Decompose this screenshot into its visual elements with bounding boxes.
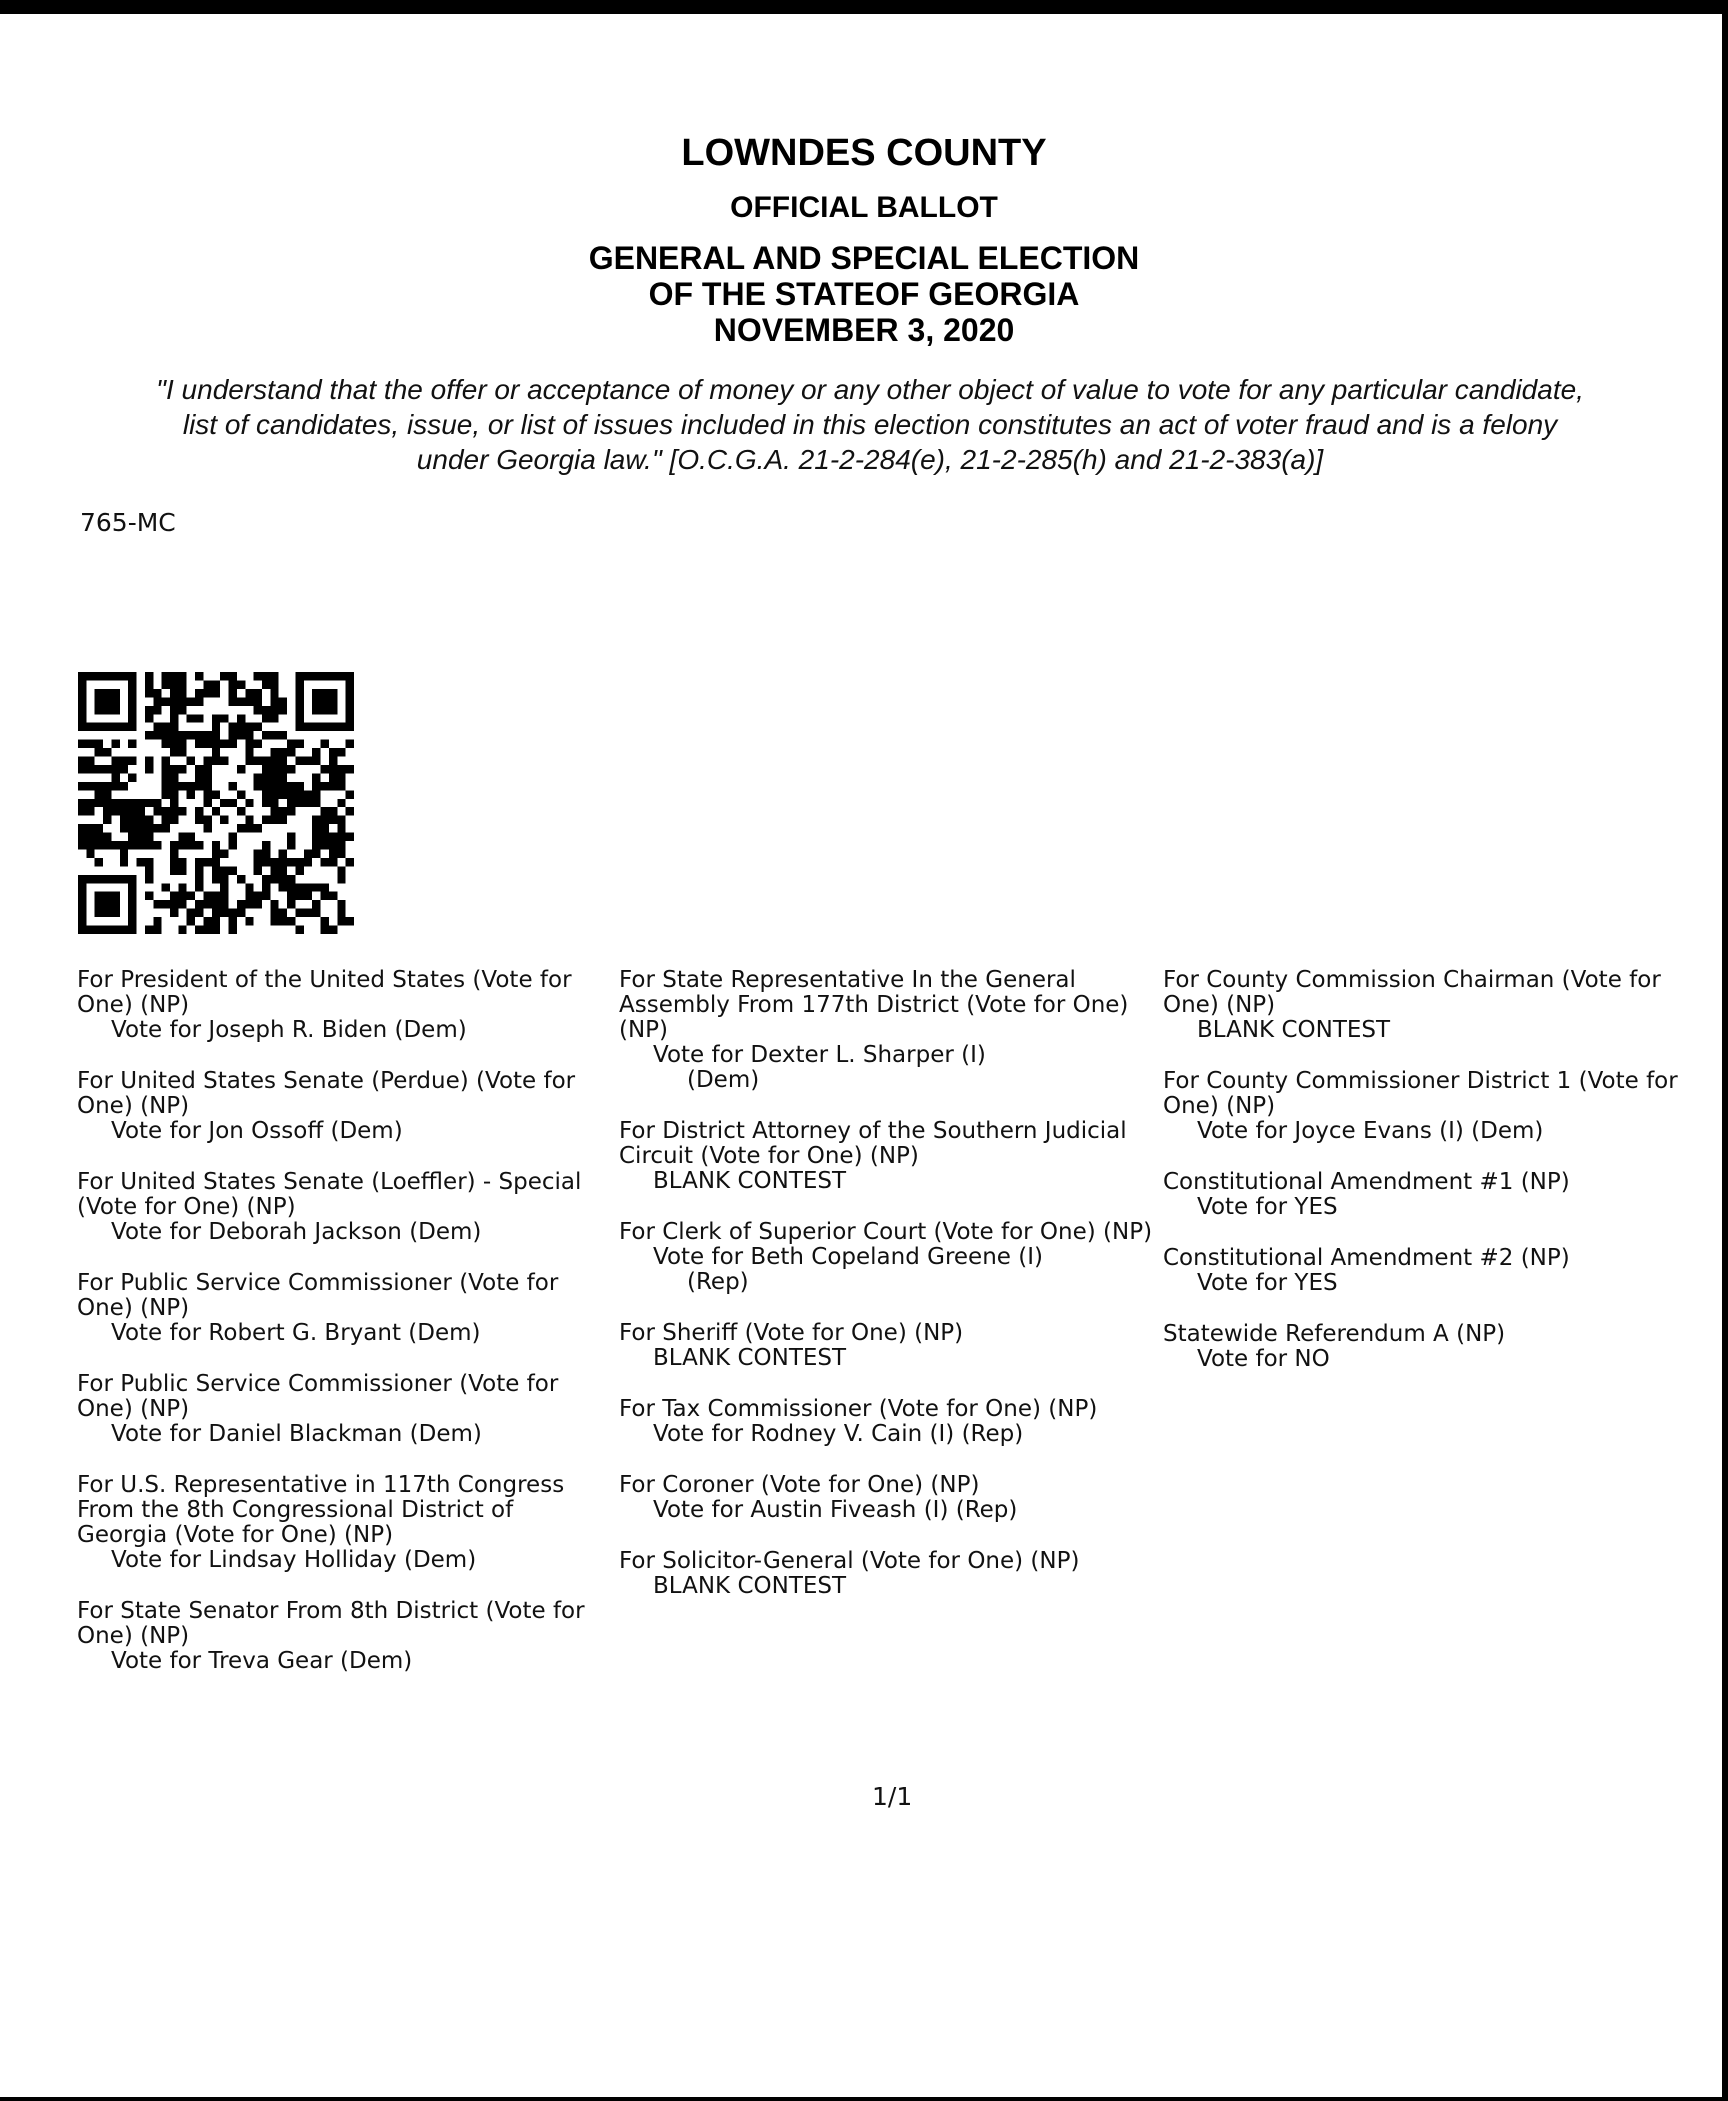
race-entry (77, 1069, 597, 1144)
election-title-line2: OF THE STATEOF GEORGIA (648, 276, 1080, 312)
race-selection (77, 1422, 597, 1447)
race-title: For Coroner (Vote for One) (NP) (619, 1472, 980, 1498)
selection-text: Vote for Deborah Jackson (Dem) (111, 1219, 482, 1245)
race-selection (77, 1321, 597, 1346)
selection-text: BLANK CONTEST (653, 1168, 847, 1194)
race-title: Constitutional Amendment #2 (NP) (1163, 1245, 1570, 1271)
race-title: For Public Service Commissioner (Vote for One) (NP) (77, 1270, 559, 1321)
oath-line: "I understand that the offer or acceptance of money or any other object of value to vote for any particular candidate, (156, 374, 1584, 405)
ballot-column-3 (1163, 968, 1683, 1398)
race-title: For U.S. Representative in 117th Congress From the 8th Congressional District of Georgia (Vote for One) (NP) (77, 1472, 565, 1548)
election-date: NOVEMBER 3, 2020 (713, 312, 1015, 348)
race-title: Constitutional Amendment #1 (NP) (1163, 1169, 1570, 1195)
selection-text: Vote for Daniel Blackman (Dem) (111, 1421, 482, 1447)
selection-text: Vote for Robert G. Bryant (Dem) (111, 1320, 481, 1346)
race-entry (77, 1372, 597, 1447)
selection-text: Vote for Lindsay Holliday (Dem) (111, 1547, 477, 1573)
race-entry (77, 1170, 597, 1245)
scan-bottom-edge (0, 2097, 1728, 2101)
race-entry (619, 1549, 1159, 1599)
race-title: For State Senator From 8th District (Vote for One) (NP) (77, 1598, 585, 1649)
race-selection (77, 1548, 597, 1573)
race-entry (619, 1397, 1159, 1447)
selection-text: BLANK CONTEST (653, 1345, 847, 1371)
oath-line: list of candidates, issue, or list of issues included in this election constitutes an act of voter fraud and is a felony (182, 409, 1558, 440)
race-selection (77, 1220, 597, 1245)
county-title: LOWNDES COUNTY (681, 132, 1047, 174)
race-entry (1163, 1322, 1683, 1372)
race-title: For Solicitor-General (Vote for One) (NP) (619, 1548, 1080, 1574)
race-title: For State Representative In the General Assembly From 177th District (Vote for One) (NP) (619, 967, 1129, 1043)
race-selection (619, 1346, 1159, 1371)
race-selection (1163, 1119, 1683, 1144)
race-entry (619, 1473, 1159, 1523)
race-entry (619, 1119, 1159, 1194)
scan-top-edge (0, 0, 1728, 14)
race-selection (619, 1498, 1159, 1523)
race-entry (619, 968, 1159, 1093)
ballot-column-1 (77, 968, 597, 1700)
race-selection (619, 1169, 1159, 1194)
race-selection (77, 1649, 597, 1674)
selection-text: Vote for Treva Gear (Dem) (111, 1648, 413, 1674)
race-title: For Clerk of Superior Court (Vote for One) (NP) (619, 1219, 1153, 1245)
selection-text: Vote for Rodney V. Cain (I) (Rep) (653, 1421, 1024, 1447)
ballot-header (0, 128, 1728, 348)
race-selection (77, 1119, 597, 1144)
race-selection (1163, 1271, 1683, 1296)
race-entry (1163, 1170, 1683, 1220)
race-entry (77, 1271, 597, 1346)
race-selection (619, 1574, 1159, 1599)
qr-code (78, 672, 354, 934)
race-title: For County Commissioner District 1 (Vote for One) (NP) (1163, 1068, 1678, 1119)
race-title: For District Attorney of the Southern Judicial Circuit (Vote for One) (NP) (619, 1118, 1127, 1169)
selection-text: Vote for Dexter L. Sharper (I) (653, 1042, 986, 1068)
selection-text: Vote for NO (1197, 1346, 1330, 1372)
race-title: Statewide Referendum A (NP) (1163, 1321, 1506, 1347)
page-number: 1/1 (872, 1782, 913, 1811)
voter-oath (70, 372, 1670, 477)
ballot-title: OFFICIAL BALLOT (730, 191, 998, 224)
ballot-column-2 (619, 968, 1159, 1625)
race-entry (1163, 1069, 1683, 1144)
race-title: For President of the United States (Vote for One) (NP) (77, 967, 572, 1018)
race-title: For Public Service Commissioner (Vote for One) (NP) (77, 1371, 559, 1422)
race-title: For Sheriff (Vote for One) (NP) (619, 1320, 964, 1346)
selection-text: BLANK CONTEST (653, 1573, 847, 1599)
race-entry (77, 968, 597, 1043)
race-selection (1163, 1347, 1683, 1372)
selection-text: Vote for YES (1197, 1270, 1338, 1296)
race-entry (77, 1599, 597, 1674)
race-entry (619, 1321, 1159, 1371)
oath-line: under Georgia law." [O.C.G.A. 21-2-284(e), 21-2-285(h) and 21-2-383(a)] (416, 444, 1324, 475)
race-selection (619, 1422, 1159, 1447)
selection-text: Vote for Joyce Evans (I) (Dem) (1197, 1118, 1544, 1144)
election-title-line1: GENERAL AND SPECIAL ELECTION (588, 240, 1140, 276)
race-selection (77, 1018, 597, 1043)
selection-text: Vote for Joseph R. Biden (Dem) (111, 1017, 467, 1043)
race-selection (1163, 1195, 1683, 1220)
race-title: For County Commission Chairman (Vote for One) (NP) (1163, 967, 1661, 1018)
race-entry (1163, 968, 1683, 1043)
race-entry (1163, 1246, 1683, 1296)
selection-text: BLANK CONTEST (1197, 1017, 1391, 1043)
selection-party: (Rep) (687, 1269, 749, 1295)
selection-text: Vote for Beth Copeland Greene (I) (653, 1244, 1043, 1270)
race-title: For United States Senate (Loeffler) - Special (Vote for One) (NP) (77, 1169, 582, 1220)
race-title: For Tax Commissioner (Vote for One) (NP) (619, 1396, 1098, 1422)
race-title: For United States Senate (Perdue) (Vote for One) (NP) (77, 1068, 576, 1119)
race-entry (77, 1473, 597, 1573)
selection-party: (Dem) (687, 1067, 760, 1093)
selection-text: Vote for Austin Fiveash (I) (Rep) (653, 1497, 1018, 1523)
race-selection (619, 1043, 1159, 1093)
ballot-style-id: 765-MC (80, 508, 176, 537)
race-entry (619, 1220, 1159, 1295)
selection-text: Vote for Jon Ossoff (Dem) (111, 1118, 403, 1144)
race-selection (1163, 1018, 1683, 1043)
race-selection (619, 1245, 1159, 1295)
selection-text: Vote for YES (1197, 1194, 1338, 1220)
